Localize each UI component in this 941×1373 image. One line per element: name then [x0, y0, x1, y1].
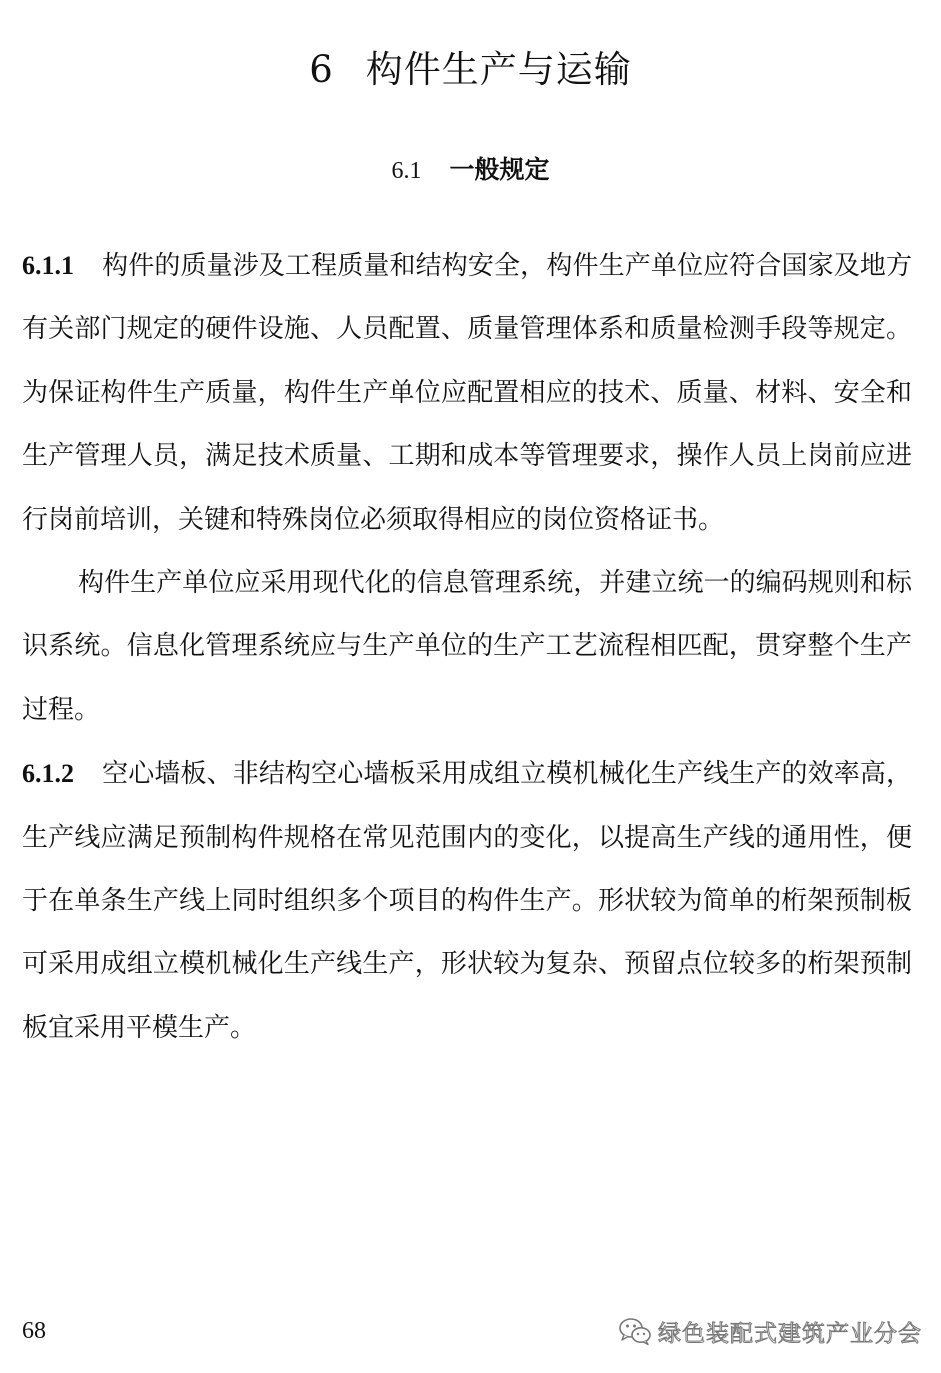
- clause-number: 6.1.2: [22, 759, 74, 789]
- page-number: 68: [22, 1318, 46, 1344]
- clause-paragraph: [22, 742, 912, 1060]
- chapter-title: [0, 42, 941, 98]
- section-title-text: 一般规定: [449, 155, 550, 184]
- clause-text: 空心墙板、非结构空心墙板采用成组立模机械化生产线生产的效率高，生产线应满足预制构件规格在常见范围内的变化，以提高生产线的通用性，便于在单条生产线上同时组织多个项目的构件生产。形状较为简单的桁架预制板可采用成组立模机械化生产线生产，形状较为复杂、预留点位较多的桁架预制板宜采用平模生产。: [22, 759, 912, 1043]
- document-body: [22, 234, 912, 1060]
- wechat-icon: [618, 1316, 652, 1346]
- clause-continuation: 构件生产单位应采用现代化的信息管理系统，并建立统一的编码规则和标识系统。信息化管理系统应与生产单位的生产工艺流程相匹配，贯穿整个生产过程。: [22, 568, 912, 725]
- clause-paragraph: [22, 234, 912, 552]
- brand-name: 绿色装配式建筑产业分会: [658, 1320, 922, 1347]
- clause-number: 6.1.1: [22, 251, 74, 280]
- chapter-number: 6: [309, 48, 334, 91]
- clause-text: 构件的质量涉及工程质量和结构安全，构件生产单位应符合国家及地方有关部门规定的硬件设施、人员配置、质量管理体系和质量检测手段等规定。为保证构件生产质量，构件生产单位应配置相应的技术、质量、材料、安全和生产管理人员，满足技术质量、工期和成本等管理要求，操作人员上岗前应进行岗前培训，关键和特殊岗位必须取得相应的岗位资格证书。: [22, 251, 912, 535]
- footer-watermark: [618, 1314, 922, 1348]
- section-heading: [0, 150, 941, 191]
- section-number: 6.1: [391, 158, 422, 184]
- chapter-title-text: 构件生产与运输: [365, 48, 632, 91]
